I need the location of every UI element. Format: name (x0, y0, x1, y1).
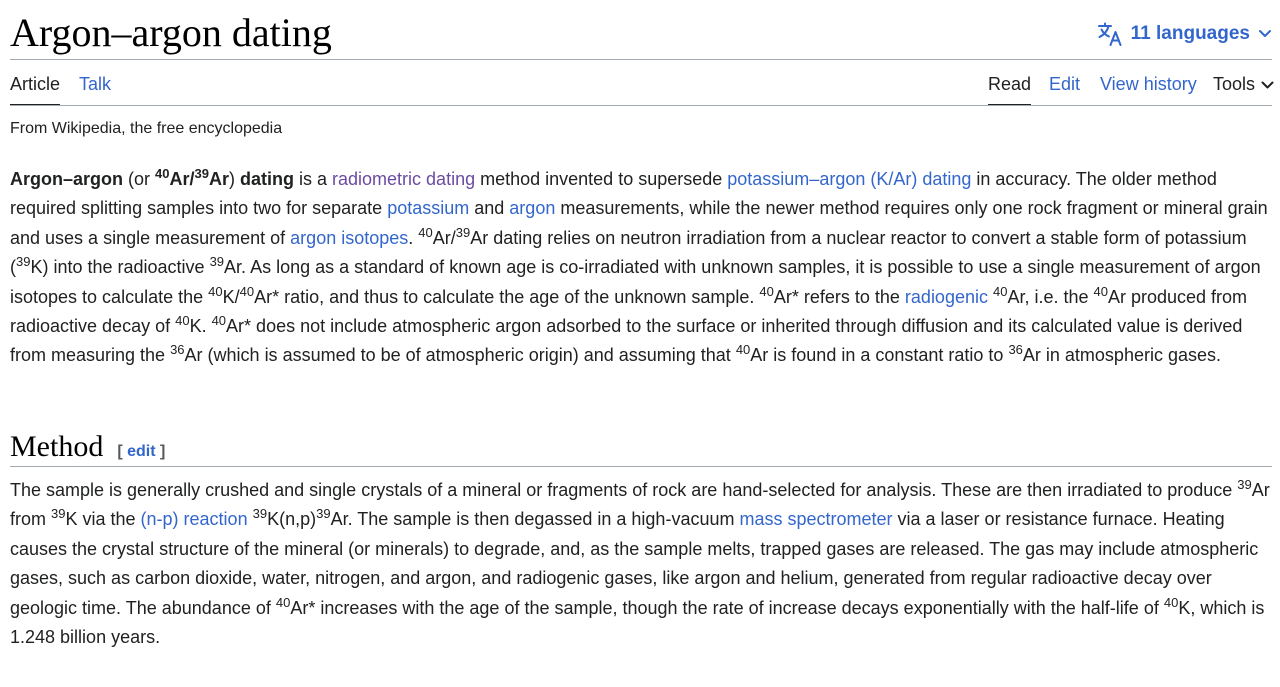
bold-term: Ar/ (169, 169, 195, 189)
isotope-superscript: 39 (16, 254, 31, 270)
text-run: measurements, while the newer method requires only one rock fragment or mineral grain and uses a single measurement of (10, 198, 1268, 248)
isotope-superscript: 40 (175, 313, 190, 329)
text-run: Ar (which is assumed to be of atmospheric origin) and assuming that (184, 345, 736, 366)
text-run: K. (189, 316, 212, 337)
chevron-down-icon (1258, 29, 1272, 39)
isotope-superscript: 36 (1008, 342, 1023, 358)
isotope-superscript: 36 (170, 342, 185, 358)
link-radiogenic[interactable]: radiogenic (904, 286, 988, 307)
language-count: 11 languages (1130, 23, 1250, 44)
bold-term: Ar (208, 169, 229, 189)
intro-section (10, 165, 1272, 371)
isotope-superscript: 39 (455, 224, 471, 240)
text-run: via a laser or resistance furnace. Heating causes the crystal structure of the mineral (or minerals) to degrade, and, as the sample melts, trapped gases are released. The gas may include atmospheric gases, such as carbon dioxide, water, nitrogen, and argon, and radiogenic gases, like argon and helium, generated from regular radioactive decay over geologic time. The abundance of (10, 509, 1259, 618)
edit-section-link[interactable]: edit (127, 443, 156, 460)
isotope-superscript: 40 (1163, 594, 1179, 610)
isotope-superscript: 39 (194, 166, 209, 181)
text-run: in accuracy. The older method required splitting samples into two for separate (10, 169, 1217, 219)
text-run: Ar produced from radioactive decay of (10, 286, 1248, 337)
text-run: method invented to supersede (475, 169, 728, 189)
text-run: Ar. The sample is then degassed in a high-vacuum (330, 509, 740, 530)
isotope-superscript: 39 (51, 506, 66, 522)
text-run: Ar* increases with the age of the sample, though the rate of increase decays exponentially with the half-life of (290, 597, 1164, 618)
isotope-superscript: 40 (1093, 283, 1108, 299)
link-radiometric-dating[interactable]: radiometric dating (332, 169, 476, 189)
text-run: Ar is found in a constant ratio to (750, 345, 1009, 366)
isotope-superscript: 39 (316, 506, 331, 522)
text-run: Ar in atmospheric gases. (1022, 345, 1221, 366)
intro-paragraph (10, 165, 1272, 371)
text-run: K/ (222, 286, 240, 307)
tab-read[interactable]: Read (988, 60, 1031, 106)
text-run: and (469, 198, 510, 219)
method-paragraph (10, 476, 1272, 652)
language-icon (1097, 22, 1123, 46)
chevron-down-icon (1261, 60, 1274, 108)
link-argon-isotopes[interactable]: argon isotopes (290, 227, 409, 248)
text-run: K via the (65, 509, 141, 530)
isotope-superscript: 40 (211, 313, 227, 329)
text-run: Ar. As long as a standard of known age is co-irradiated with unknown samples, it is possible to use a single measurement of argon isotopes to calculate the (10, 257, 1261, 307)
tab-article[interactable]: Article (10, 60, 60, 106)
text-run: is a (294, 169, 333, 189)
text-run: Ar dating relies on neutron irradiation from a nuclear reactor to convert a stable form of potassium ( (10, 227, 1247, 278)
text-run: (or (123, 169, 156, 189)
isotope-superscript: 39 (252, 506, 268, 522)
text-run: K(n,p) (267, 509, 317, 530)
tab-edit[interactable]: Edit (1049, 74, 1081, 94)
isotope-superscript: 40 (155, 166, 170, 181)
text-run: Ar* refers to the (773, 286, 905, 307)
tabs-divider (10, 105, 1272, 106)
section-heading: Method (10, 430, 104, 463)
bold-term: dating (240, 169, 294, 189)
page-title: Argon–argon dating (10, 10, 332, 55)
text-run: Ar/ (432, 227, 456, 248)
isotope-superscript: 40 (239, 283, 255, 299)
tools-menu[interactable] (1213, 60, 1274, 104)
language-selector[interactable] (1097, 20, 1272, 48)
isotope-superscript: 39 (1237, 477, 1252, 492)
link-potassium[interactable]: potassium (387, 198, 470, 219)
heading-divider (10, 466, 1272, 467)
text-run: The sample is generally crushed and single crystals of a mineral or fragments of rock are hand-selected for analysis. These are then irradiated to produce (10, 480, 1238, 500)
link-potassium-argon-dating[interactable]: potassium–argon (K/Ar) dating (727, 169, 972, 189)
method-section (10, 476, 1272, 652)
isotope-superscript: 40 (418, 224, 433, 240)
isotope-superscript: 39 (209, 254, 225, 270)
text-run: Ar* does not include atmospheric argon adsorbed to the surface or inherited through diffusion and its calculated value is derived from measuring the (10, 316, 1243, 366)
tools-label: Tools (1213, 74, 1256, 94)
text-run: Ar, i.e. the (1007, 286, 1094, 307)
link-argon[interactable]: argon (509, 198, 556, 219)
tab-view-history[interactable]: View history (1100, 74, 1197, 94)
link-mass-spectrometer[interactable]: mass spectrometer (739, 509, 893, 530)
isotope-superscript: 40 (759, 283, 774, 299)
text-run: . (408, 227, 419, 248)
text-run: ) (229, 169, 240, 189)
text-run: Ar* ratio, and thus to calculate the age of the unknown sample. (254, 286, 760, 307)
method-heading-row (10, 430, 165, 464)
tab-talk[interactable]: Talk (79, 74, 112, 94)
link-n-p-reaction[interactable]: (n-p) reaction (140, 509, 248, 530)
text-run: Ar from (10, 480, 1270, 530)
section-edit-link: [ edit ] (117, 443, 166, 460)
isotope-superscript: 40 (208, 283, 223, 299)
isotope-superscript: 40 (735, 342, 751, 358)
isotope-superscript: 40 (993, 283, 1008, 299)
page-tabs (10, 60, 1272, 106)
bold-term: Argon–argon (10, 169, 124, 189)
text-run: K, which is 1.248 billion years. (10, 597, 1265, 648)
isotope-superscript: 40 (275, 594, 291, 610)
site-tagline: From Wikipedia, the free encyclopedia (10, 120, 283, 137)
text-run: K) into the radioactive (30, 257, 210, 278)
